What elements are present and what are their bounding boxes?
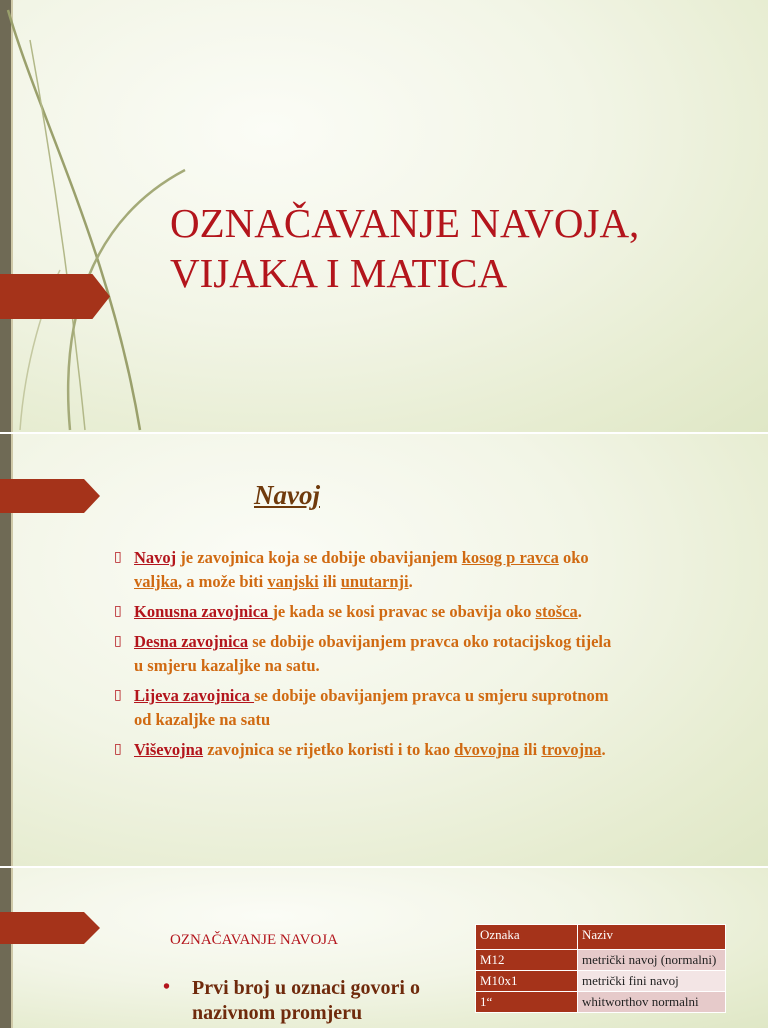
table-cell: metrički navoj (normalni) <box>578 950 726 971</box>
list-item <box>114 738 614 762</box>
square-bullet-icon: ▯ <box>114 687 122 703</box>
table-header-row <box>476 925 726 950</box>
slide-navoj <box>0 434 768 866</box>
table-cell: M12 <box>476 950 578 971</box>
term-link[interactable]: unutarnji <box>340 572 409 591</box>
table-header-cell: Oznaka <box>476 925 578 950</box>
title-line-1: OZNAČAVANJE NAVOJA, <box>170 200 640 246</box>
accent-arrow <box>0 479 100 513</box>
square-bullet-icon: ▯ <box>114 741 122 757</box>
term-link[interactable]: kosog p ravca <box>461 548 559 567</box>
list-item <box>114 684 614 732</box>
slide-heading: OZNAČAVANJE NAVOJA <box>170 932 338 948</box>
table-header-cell: Naziv <box>578 925 726 950</box>
table-row <box>476 950 726 971</box>
item-text: je zavojnica koja se dobije obavijanjem <box>176 548 462 567</box>
term-link[interactable]: dvovojna <box>454 740 520 759</box>
slide-oznacavanje <box>0 868 768 1028</box>
item-text: . <box>408 572 413 591</box>
item-text: se dobije obavijanjem pravca oko rotacijskog tijela u smjeru kazaljke na satu. <box>134 632 612 675</box>
term-link[interactable]: Konusna zavojnica <box>134 602 273 621</box>
table-row <box>476 971 726 992</box>
item-text: . <box>601 740 606 759</box>
slide-heading: Navoj <box>254 480 320 510</box>
table-row <box>476 992 726 1013</box>
item-text: Prvi broj u oznaci govori o nazivnom promjeru <box>192 977 420 1024</box>
bullet-list <box>114 546 614 768</box>
table-cell: metrički fini navoj <box>578 971 726 992</box>
term-link[interactable]: Viševojna <box>134 740 204 759</box>
slide-title <box>0 0 768 432</box>
term-link[interactable]: stošca <box>535 602 578 621</box>
accent-arrow <box>0 274 110 319</box>
item-text: , a može biti <box>178 572 268 591</box>
item-text: ili <box>318 572 341 591</box>
item-text: se dobije obavijanjem pravca u smjeru suprotnom od kazaljke na satu <box>134 686 609 729</box>
table-cell: 1“ <box>476 992 578 1013</box>
term-link[interactable]: Desna zavojnica <box>134 632 249 651</box>
term-link[interactable]: Lijeva zavojnica <box>134 686 255 705</box>
square-bullet-icon: ▯ <box>114 603 122 619</box>
table-cell: M10x1 <box>476 971 578 992</box>
title-line-2: VIJAKA I MATICA <box>170 250 508 296</box>
slide-edge-line <box>11 868 13 1028</box>
slide-edge <box>0 868 11 1028</box>
list-item <box>114 546 614 594</box>
item-text: je kada se kosi pravac se obavija oko <box>272 602 536 621</box>
square-bullet-icon: ▯ <box>114 633 122 649</box>
item-text: ili <box>519 740 542 759</box>
accent-arrow <box>0 912 100 944</box>
term-link[interactable]: valjka <box>134 572 179 591</box>
item-text: zavojnica se rijetko koristi i to kao <box>203 740 455 759</box>
list-item <box>114 600 614 624</box>
term-link[interactable]: trovojna <box>541 740 602 759</box>
term-link[interactable]: Navoj <box>134 548 177 567</box>
square-bullet-icon: ▯ <box>114 549 122 565</box>
term-link[interactable]: vanjski <box>267 572 319 591</box>
item-text: oko <box>558 548 589 567</box>
item-text: . <box>577 602 582 621</box>
list-item <box>163 976 453 1026</box>
table-cell: whitworthov normalni <box>578 992 726 1013</box>
slide-title-text <box>170 198 730 298</box>
bullet-dot-icon: • <box>163 976 171 998</box>
thread-table <box>475 924 726 1013</box>
list-item <box>114 630 614 678</box>
